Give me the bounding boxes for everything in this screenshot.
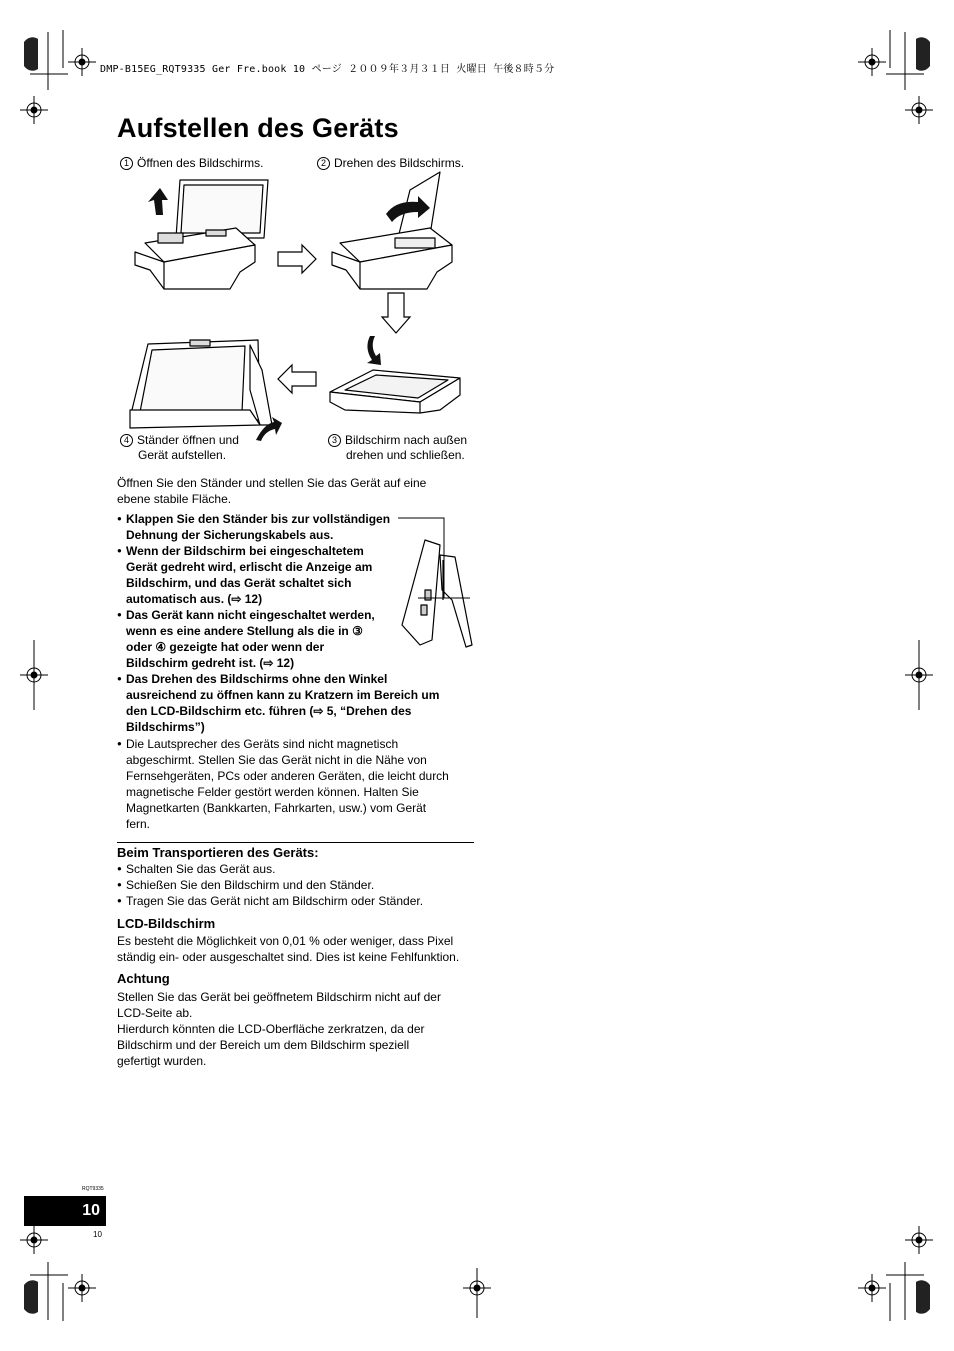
right-arrow-icon xyxy=(278,245,316,273)
page-title: Aufstellen des Geräts xyxy=(117,113,399,143)
intro-line: ebene stabile Fläche. xyxy=(117,492,232,506)
device-step2 xyxy=(332,172,452,289)
step-number: 4 xyxy=(120,434,133,447)
step-3-text-line: drehen und schließen. xyxy=(346,448,465,462)
transport-list xyxy=(117,861,477,909)
list-item: ● Wenn der Bildschirm bei eingeschaltetem Gerät gedreht wird, erlischt die Anzeige am Bildschirm, und das Gerät schaltet sich automatisch aus. (⇨ 12) xyxy=(117,543,477,607)
list-item: ● Das Drehen des Bildschirms ohne den Winkel ausreichend zu öffnen kann zu Kratzern im Bereich um den LCD-Bildschirm etc. führen (⇨ 5, “Drehen des Bildschirms”) xyxy=(117,671,477,735)
list-item: ● Die Lautsprecher des Geräts sind nicht magnetisch abgeschirmt. Stellen Sie das Gerät nicht in die Nähe von Fernsehgeräten, PCs oder anderen Geräten, die leicht durch magnetische Felder gestört werden können. Halten Sie Magnetkarten (Bankkarten, Fahrkarten, usw.) vom Gerät fern. xyxy=(117,736,479,832)
intro-paragraph xyxy=(117,475,477,507)
intro-line: Öffnen Sie den Ständer und stellen Sie das Gerät auf eine xyxy=(117,476,427,490)
step-2-text: Drehen des Bildschirms. xyxy=(334,156,465,170)
step-3-text-line: Bildschirm nach außen xyxy=(345,433,468,447)
transport-heading: Beim Transportieren des Geräts: xyxy=(117,845,319,860)
step-number: 2 xyxy=(317,157,330,170)
list-item: ● Klappen Sie den Ständer bis zur vollständigen Dehnung der Sicherungskabels aus. xyxy=(117,511,477,543)
list-item: ● Schalten Sie das Gerät aus. xyxy=(117,861,477,877)
step-number: 1 xyxy=(120,157,133,170)
lcd-heading: LCD-Bildschirm xyxy=(117,916,216,931)
list-item: ● Schießen Sie den Bildschirm und den Ständer. xyxy=(117,877,477,893)
bold-bullet-list xyxy=(117,511,477,735)
speaker-warning-list xyxy=(117,736,479,832)
caution-paragraph: Stellen Sie das Gerät bei geöffnetem Bildschirm nicht auf der LCD-Seite ab. Hierdurch könnten die LCD-Oberfläche zerkratzen, da der Bildschirm und der Bereich um dem Bildschirm speziell gefertigt wurden. xyxy=(117,990,441,1068)
device-step4 xyxy=(130,340,272,428)
close-arrow-icon xyxy=(367,336,381,365)
device-step3 xyxy=(330,370,460,413)
lcd-paragraph: Es besteht die Möglichkeit von 0,01 % oder weniger, dass Pixel ständig ein- oder ausgeschaltet sind. Dies ist keine Fehlfunktion. xyxy=(117,934,460,964)
left-arrow-icon xyxy=(278,365,316,393)
model-code: RQT9335 xyxy=(82,1186,104,1192)
caution-heading: Achtung xyxy=(117,971,170,986)
list-item: ● Das Gerät kann nicht eingeschaltet werden, wenn es eine andere Stellung als die in ③ oder ④ gezeigte hat oder wenn der Bildschirm gedreht ist. (⇨ 12) xyxy=(117,607,477,671)
open-arrow-icon xyxy=(148,188,168,215)
step-4-text-line: Ständer öffnen und xyxy=(137,433,239,447)
page-number-small: 10 xyxy=(93,1230,102,1239)
section-divider xyxy=(117,842,474,843)
page-number-box: 10 xyxy=(24,1196,106,1226)
down-arrow-icon xyxy=(382,293,410,333)
step-1-text: Öffnen des Bildschirms. xyxy=(137,156,264,170)
step-4-text-line: Gerät aufstellen. xyxy=(138,448,227,462)
file-header-line: DMP-B15EG_RQT9335 Ger Fre.book 10 ページ ２００９年３月３１日 火曜日 午後８時５分 xyxy=(100,64,555,75)
list-item: ● Tragen Sie das Gerät nicht am Bildschirm oder Ständer. xyxy=(117,893,477,909)
step-number: 3 xyxy=(328,434,341,447)
